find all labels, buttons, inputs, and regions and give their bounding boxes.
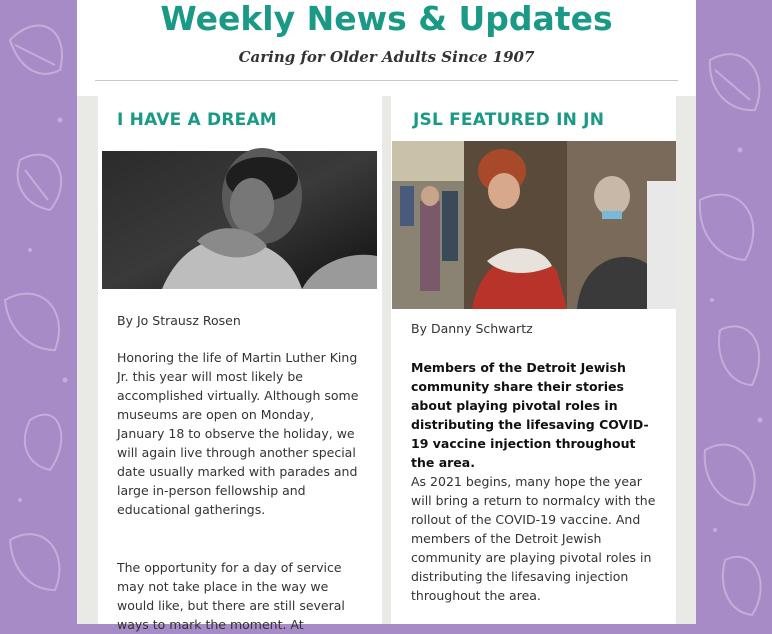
article-paragraph [117, 558, 365, 634]
article-columns [77, 96, 696, 632]
article-byline: By Jo Strausz Rosen [117, 313, 241, 328]
paragraph-text: Honoring the life of Martin Luther King Jr. this year will most likely be accomplished virtually. Although some museums are open on Monday, January 18 to observe the holiday, we will again live through another special date usually marked with parades and large in-person fellowship and educational gatherings. [117, 350, 359, 517]
vaccine-collage-image[interactable] [392, 141, 676, 309]
article-jsl-featured [391, 96, 676, 624]
article-paragraph [117, 348, 365, 519]
paragraph-text: The opportunity for a day of service may not take place in the way we would like, but there are still several ways to mark the moment. At [117, 560, 345, 632]
article-heading[interactable]: I HAVE A DREAM [117, 110, 277, 130]
paragraph-text: As 2021 begins, many hope the year will bring a return to normalcy with the rollout of the COVID-19 vaccine. And members of the Detroit Jewish community are playing pivotal roles in distributing the lifesaving injection throughout the area. [411, 474, 656, 603]
article-paragraph [411, 472, 661, 605]
lede-text: Members of the Detroit Jewish community share their stories about playing pivotal roles in distributing the lifesaving COVID-19 vaccine injection throughout the area. [411, 360, 649, 470]
newsletter [77, 0, 696, 632]
newsletter-title: Weekly News & Updates [160, 0, 613, 38]
article-byline: By Danny Schwartz [411, 321, 533, 336]
article-lede [411, 358, 661, 472]
article-heading[interactable]: JSL FEATURED IN JN [413, 110, 605, 130]
article-i-have-a-dream [98, 96, 382, 632]
header-divider [95, 80, 678, 81]
mlk-portrait-image[interactable] [102, 151, 377, 289]
newsletter-tagline: Caring for Older Adults Since 1907 [238, 48, 535, 66]
